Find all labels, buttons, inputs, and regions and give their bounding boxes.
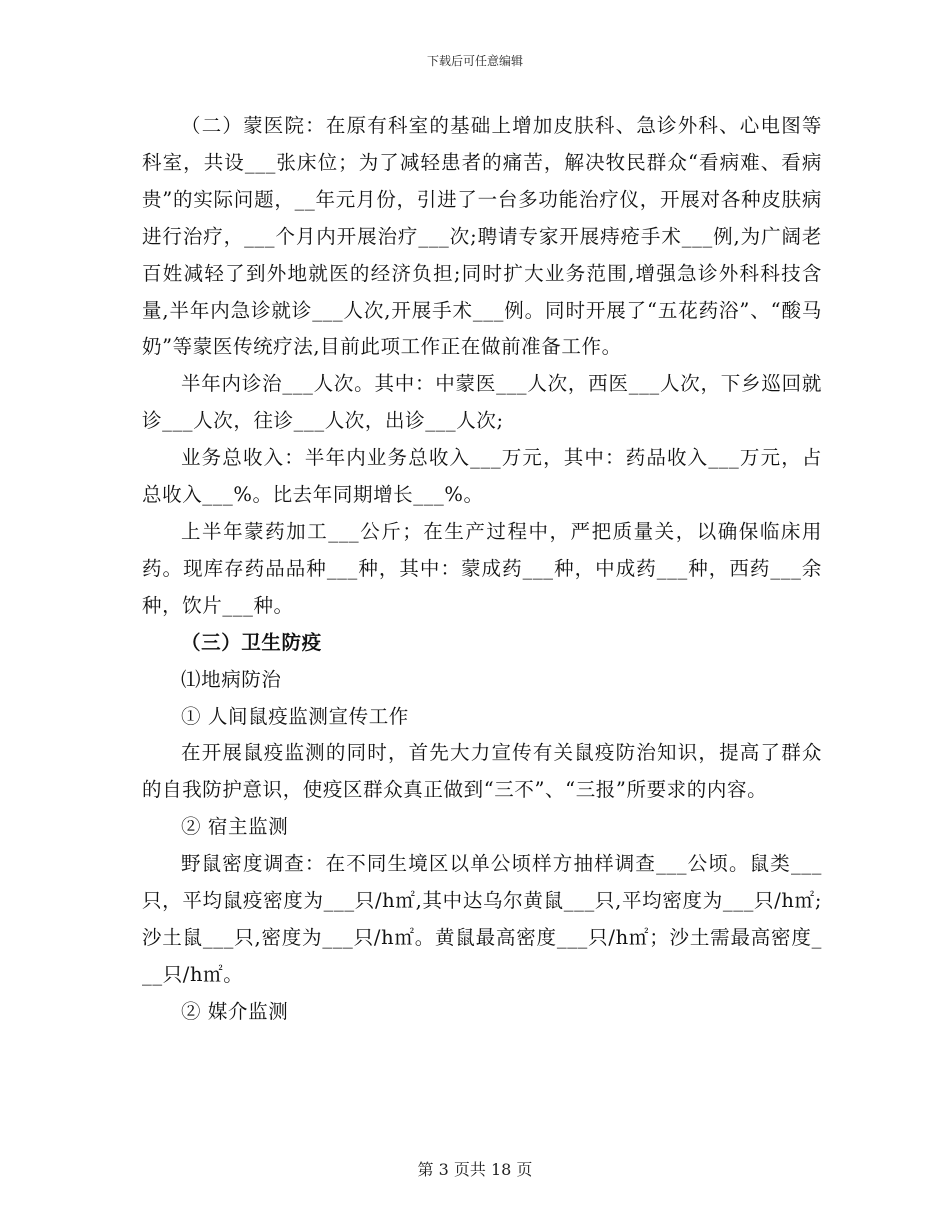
- page-footer: 第 3 页共 18 页: [417, 1160, 533, 1179]
- visits-paragraph: 半年内诊治___人次。其中：中蒙医___人次，西医___人次，下乡巡回就诊___人次，往诊___人次，出诊___人次;: [142, 372, 822, 433]
- page-header: 下载后可任意编辑: [426, 54, 523, 68]
- section3-heading: （三）卫生防疫: [181, 630, 322, 654]
- item1-heading: ⑴地病防治: [181, 667, 282, 691]
- item1-3-heading: ② 媒介监测: [181, 999, 289, 1023]
- propaganda-paragraph: 在开展鼠疫监测的同时，首先大力宣传有关鼠疫防治知识，提高了群众的自我防护意识，使疫区群众真正做到“三不”、“三报”所要求的内容。: [142, 741, 822, 802]
- income-paragraph: 业务总收入：半年内业务总收入___万元，其中：药品收入___万元，占总收入___%。比去年同期增长___%。: [142, 446, 822, 507]
- medicine-paragraph: 上半年蒙药加工___公斤；在生产过程中，严把质量关，以确保临床用药。现库存药品品种___种，其中：蒙成药___种，中成药___种，西药___余种，饮片___种。: [142, 519, 822, 617]
- document-body: [142, 108, 822, 1031]
- section2-hospital-paragraph: （二）蒙医院：在原有科室的基础上增加皮肤科、急诊外科、心电图等科室，共设___张床位；为了减轻患者的痛苦，解决牧民群众“看病难、看病贵”的实际问题，__年元月份，引进了一台多功能治疗仪，开展对各种皮肤病进行治疗，___个月内开展治疗___次;聘请专家开展痔疮手术___例,为广阔老百姓减轻了到外地就医的经济负担;同时扩大业务范围,增强急诊外科科技含量,半年内急诊就诊___人次,开展手术___例。同时开展了“五花药浴”、“酸马奶”等蒙医传统疗法,目前此项工作正在做前准备工作。: [142, 114, 822, 359]
- item1-1-heading: ① 人间鼠疫监测宣传工作: [181, 704, 409, 728]
- density-paragraph: 野鼠密度调查：在不同生境区以单公顷样方抽样调查___公顷。鼠类___只，平均鼠疫密度为___只/h㎡,其中达乌尔黄鼠___只,平均密度为___只/h㎡;沙土鼠___只,密度为___只/h㎡。黄鼠最高密度___只/h㎡；沙土需最高密度___只/h㎡。: [142, 852, 822, 986]
- item1-2-heading: ② 宿主监测: [181, 815, 289, 839]
